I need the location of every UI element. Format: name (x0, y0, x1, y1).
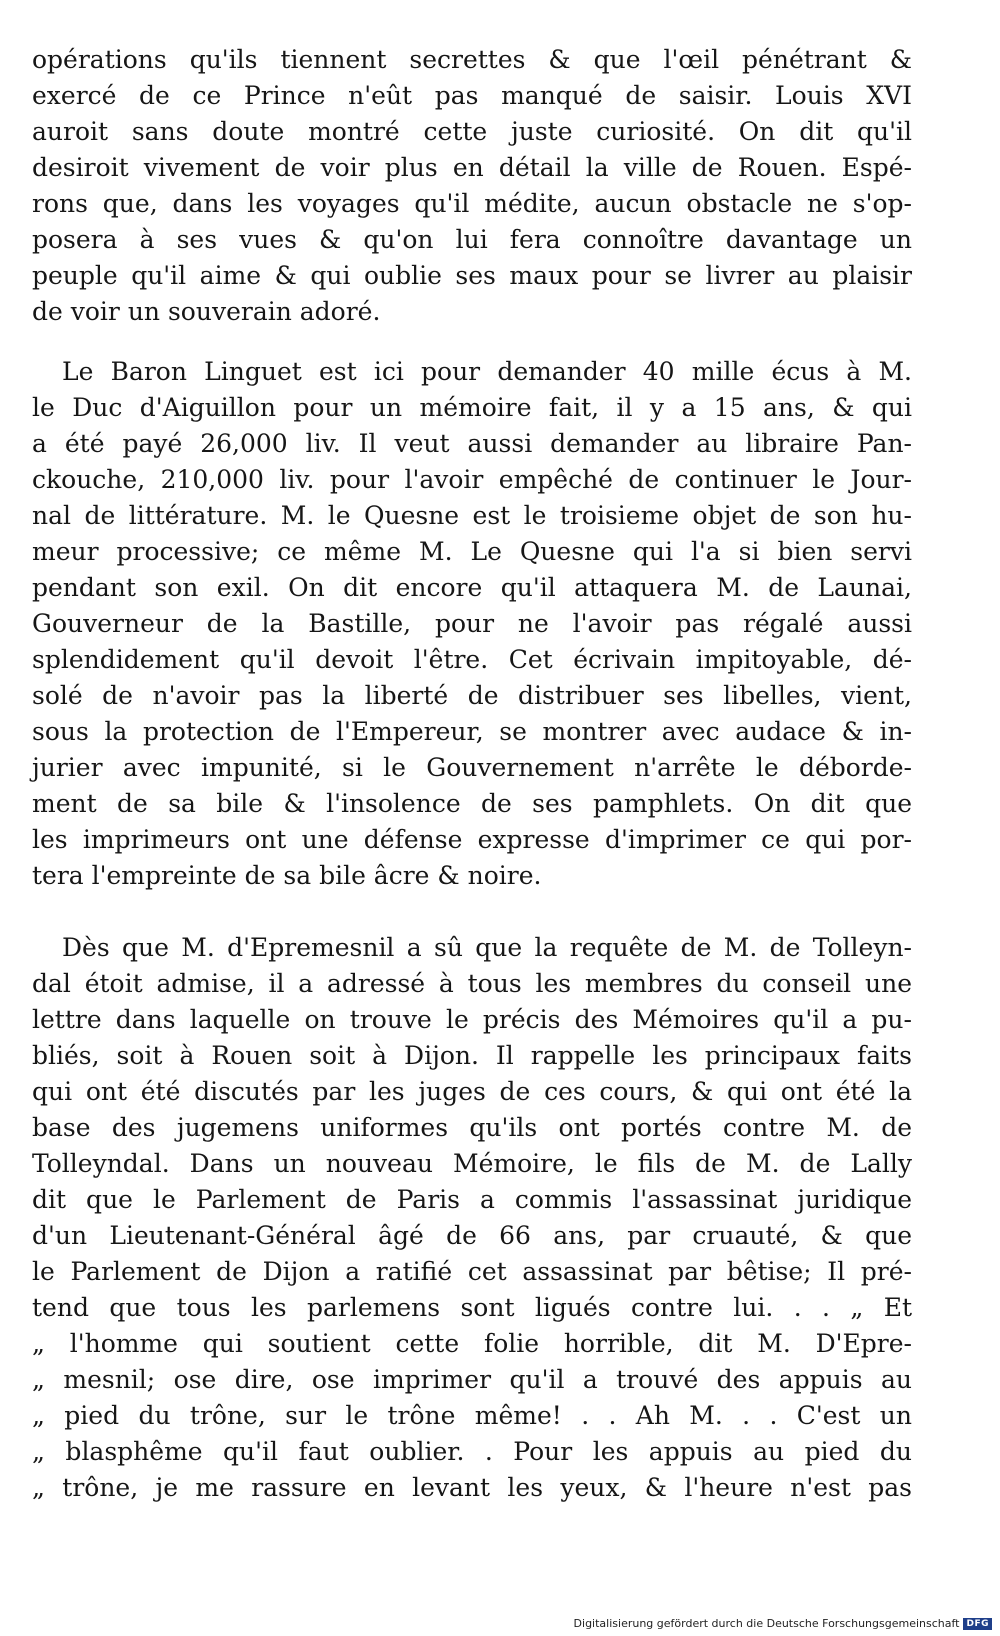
text-line: solé de n'avoir pas la liberté de distribuer ses libelles, vient, (32, 681, 912, 710)
text-line: d'un Lieutenant-Général âgé de 66 ans, par cruauté, & que (32, 1221, 912, 1250)
text-line: opérations qu'ils tiennent secrettes & que l'œil pénétrant & (32, 45, 912, 74)
dfg-logo-icon: DFG (963, 1618, 992, 1630)
text-line: Gouverneur de la Bastille, pour ne l'avoir pas régalé aussi (32, 609, 912, 638)
text-line: bliés, soit à Rouen soit à Dijon. Il rappelle les principaux faits (32, 1041, 912, 1070)
text-line: sous la protection de l'Empereur, se montrer avec audace & in- (32, 717, 912, 746)
text-line: splendidement qu'il devoit l'être. Cet écrivain impitoyable, dé- (32, 645, 912, 674)
paragraph-2 (32, 354, 912, 894)
text-line: meur processive; ce même M. Le Quesne qui l'a si bien servi (32, 537, 912, 566)
paragraph-1 (32, 42, 912, 330)
text-line: dal étoit admise, il a adressé à tous les membres du conseil une (32, 969, 912, 998)
text-line: tera l'empreinte de sa bile âcre & noire. (32, 861, 542, 890)
text-line: „ blasphême qu'il faut oublier. . Pour les appuis au pied du (32, 1437, 912, 1466)
text-line: „ mesnil; ose dire, ose imprimer qu'il a trouvé des appuis au (32, 1365, 912, 1394)
text-line: base des jugemens uniformes qu'ils ont portés contre M. de (32, 1113, 912, 1142)
paragraph-3 (32, 930, 912, 1506)
footer-text: Digitalisierung gefördert durch die Deutsche Forschungsgemeinschaft (573, 1617, 960, 1630)
text-line: „ l'homme qui soutient cette folie horrible, dit M. D'Epre- (32, 1329, 912, 1358)
text-line: exercé de ce Prince n'eût pas manqué de saisir. Louis XVI (32, 81, 912, 110)
text-line: dit que le Parlement de Paris a commis l'assassinat juridique (32, 1185, 912, 1214)
text-line: le Parlement de Dijon a ratifié cet assassinat par bêtise; Il pré- (32, 1257, 912, 1286)
text-line: posera à ses vues & qu'on lui fera connoître davantage un (32, 225, 912, 254)
text-line: les imprimeurs ont une défense expresse d'imprimer ce qui por- (32, 825, 912, 854)
digitization-footer (574, 1617, 992, 1630)
text-line: jurier avec impunité, si le Gouvernement n'arrête le déborde- (32, 753, 912, 782)
text-line: qui ont été discutés par les juges de ces cours, & qui ont été la (32, 1077, 912, 1106)
text-line: desiroit vivement de voir plus en détail la ville de Rouen. Espé- (32, 153, 912, 182)
text-line: a été payé 26,000 liv. Il veut aussi demander au libraire Pan- (32, 429, 912, 458)
text-line: Le Baron Linguet est ici pour demander 40 mille écus à M. (62, 357, 912, 386)
text-line: de voir un souverain adoré. (32, 297, 381, 326)
text-line: auroit sans doute montré cette juste curiosité. On dit qu'il (32, 117, 912, 146)
text-line: „ trône, je me rassure en levant les yeux, & l'heure n'est pas (32, 1473, 912, 1502)
text-line: pendant son exil. On dit encore qu'il attaquera M. de Launai, (32, 573, 912, 602)
text-line: „ pied du trône, sur le trône même! . . Ah M. . . C'est un (32, 1401, 912, 1430)
text-line: tend que tous les parlemens sont ligués contre lui. . . „ Et (32, 1293, 912, 1322)
text-line: peuple qu'il aime & qui oublie ses maux pour se livrer au plaisir (32, 261, 912, 290)
text-line: ment de sa bile & l'insolence de ses pamphlets. On dit que (32, 789, 912, 818)
text-line: le Duc d'Aiguillon pour un mémoire fait, il y a 15 ans, & qui (32, 393, 912, 422)
text-line: ckouche, 210,000 liv. pour l'avoir empêché de continuer le Jour- (32, 465, 912, 494)
text-line: Dès que M. d'Epremesnil a sû que la requête de M. de Tolleyn- (62, 933, 912, 962)
text-line: rons que, dans les voyages qu'il médite, aucun obstacle ne s'op- (32, 189, 912, 218)
text-line: lettre dans laquelle on trouve le précis des Mémoires qu'il a pu- (32, 1005, 912, 1034)
text-line: Tolleyndal. Dans un nouveau Mémoire, le fils de M. de Lally (32, 1149, 912, 1178)
text-line: nal de littérature. M. le Quesne est le troisieme objet de son hu- (32, 501, 912, 530)
